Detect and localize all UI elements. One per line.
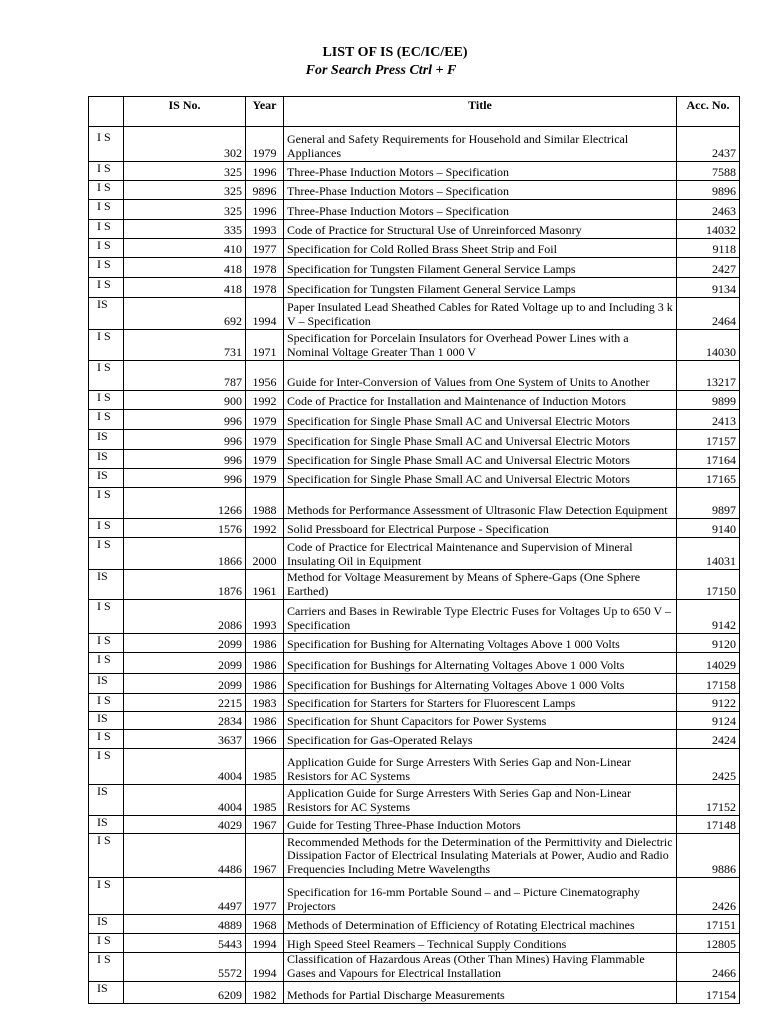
is-prefix-cell: I S bbox=[89, 600, 124, 634]
title-cell: Paper Insulated Lead Sheathed Cables for Rated Voltage up to and Including 3 k V – Specification bbox=[284, 298, 677, 330]
is-prefix-cell: I S bbox=[89, 834, 124, 878]
is-number-cell: 410 bbox=[124, 239, 246, 258]
title-cell: Solid Pressboard for Electrical Purpose - Specification bbox=[284, 519, 677, 538]
acc-no-cell: 2425 bbox=[677, 749, 740, 785]
table-row bbox=[89, 410, 740, 430]
is-prefix-cell: I S bbox=[89, 934, 124, 953]
title-cell: Specification for Porcelain Insulators for Overhead Power Lines with a Nominal Voltage Greater Than 1 000 V bbox=[284, 330, 677, 361]
column-header-is-no: IS No. bbox=[124, 97, 246, 127]
is-prefix-cell: I S bbox=[89, 653, 124, 674]
acc-no-cell: 2437 bbox=[677, 127, 740, 162]
acc-no-cell: 17152 bbox=[677, 785, 740, 816]
acc-no-cell: 9886 bbox=[677, 834, 740, 878]
table-row bbox=[89, 834, 740, 878]
title-cell: Methods of Determination of Efficiency of Rotating Electrical machines bbox=[284, 915, 677, 934]
is-number-cell: 4004 bbox=[124, 749, 246, 785]
is-number-cell: 5572 bbox=[124, 953, 246, 982]
is-number-cell: 996 bbox=[124, 450, 246, 469]
acc-no-cell: 17151 bbox=[677, 915, 740, 934]
title-cell: Specification for Single Phase Small AC and Universal Electric Motors bbox=[284, 469, 677, 488]
title-cell: Carriers and Bases in Rewirable Type Electric Fuses for Voltages Up to 650 V – Specification bbox=[284, 600, 677, 634]
title-cell: Code of Practice for Electrical Maintenance and Supervision of Mineral Insulating Oil in Equipment bbox=[284, 538, 677, 570]
year-cell: 1978 bbox=[246, 258, 284, 278]
title-cell: Specification for Single Phase Small AC and Universal Electric Motors bbox=[284, 410, 677, 430]
acc-no-cell: 9124 bbox=[677, 712, 740, 730]
table-row bbox=[89, 538, 740, 570]
year-cell: 1993 bbox=[246, 220, 284, 239]
title-cell: Guide for Testing Three-Phase Induction Motors bbox=[284, 816, 677, 834]
table-row bbox=[89, 712, 740, 730]
is-prefix-cell: I S bbox=[89, 953, 124, 982]
table-row bbox=[89, 181, 740, 200]
year-cell: 1979 bbox=[246, 410, 284, 430]
year-cell: 1977 bbox=[246, 239, 284, 258]
title-cell: Three-Phase Induction Motors – Specification bbox=[284, 162, 677, 181]
acc-no-cell: 17150 bbox=[677, 570, 740, 600]
is-number-cell: 4486 bbox=[124, 834, 246, 878]
is-prefix-cell: IS bbox=[89, 298, 124, 330]
table-row bbox=[89, 653, 740, 674]
is-number-cell: 787 bbox=[124, 361, 246, 391]
year-cell: 1994 bbox=[246, 953, 284, 982]
acc-no-cell: 7588 bbox=[677, 162, 740, 181]
is-prefix-cell: I S bbox=[89, 220, 124, 239]
document-header bbox=[0, 44, 768, 80]
year-cell: 1994 bbox=[246, 934, 284, 953]
year-cell: 1986 bbox=[246, 653, 284, 674]
is-number-cell: 996 bbox=[124, 469, 246, 488]
is-number-cell: 418 bbox=[124, 258, 246, 278]
is-number-cell: 731 bbox=[124, 330, 246, 361]
column-header-prefix bbox=[89, 97, 124, 127]
acc-no-cell: 17148 bbox=[677, 816, 740, 834]
title-cell: High Speed Steel Reamers – Technical Supply Conditions bbox=[284, 934, 677, 953]
acc-no-cell: 2426 bbox=[677, 878, 740, 915]
year-cell: 1961 bbox=[246, 570, 284, 600]
title-cell: Guide for Inter-Conversion of Values from One System of Units to Another bbox=[284, 361, 677, 391]
table-row bbox=[89, 934, 740, 953]
is-number-cell: 325 bbox=[124, 200, 246, 220]
table-row bbox=[89, 278, 740, 298]
acc-no-cell: 9118 bbox=[677, 239, 740, 258]
is-number-cell: 1866 bbox=[124, 538, 246, 570]
title-cell: Application Guide for Surge Arresters With Series Gap and Non-Linear Resistors for AC Systems bbox=[284, 749, 677, 785]
year-cell: 1993 bbox=[246, 600, 284, 634]
is-prefix-cell: IS bbox=[89, 430, 124, 450]
title-cell: Specification for Starters for Starters for Fluorescent Lamps bbox=[284, 694, 677, 712]
title-cell: Specification for 16-mm Portable Sound – and – Picture Cinematography Projectors bbox=[284, 878, 677, 915]
table-row bbox=[89, 488, 740, 519]
acc-no-cell: 2463 bbox=[677, 200, 740, 220]
table-row bbox=[89, 450, 740, 469]
table-row bbox=[89, 220, 740, 239]
is-number-cell: 3637 bbox=[124, 730, 246, 749]
acc-no-cell: 9897 bbox=[677, 488, 740, 519]
is-prefix-cell: IS bbox=[89, 915, 124, 934]
is-prefix-cell: IS bbox=[89, 469, 124, 488]
is-number-cell: 692 bbox=[124, 298, 246, 330]
document-title: LIST OF IS (EC/IC/EE) bbox=[322, 45, 468, 60]
is-number-cell: 900 bbox=[124, 391, 246, 410]
acc-no-cell: 17158 bbox=[677, 674, 740, 694]
acc-no-cell: 17157 bbox=[677, 430, 740, 450]
acc-no-cell: 12805 bbox=[677, 934, 740, 953]
title-cell: Specification for Single Phase Small AC and Universal Electric Motors bbox=[284, 450, 677, 469]
year-cell: 1986 bbox=[246, 634, 284, 653]
is-number-cell: 2215 bbox=[124, 694, 246, 712]
is-number-cell: 2099 bbox=[124, 653, 246, 674]
acc-no-cell: 2424 bbox=[677, 730, 740, 749]
table-row bbox=[89, 600, 740, 634]
year-cell: 1988 bbox=[246, 488, 284, 519]
acc-no-cell: 14032 bbox=[677, 220, 740, 239]
table-body bbox=[89, 127, 740, 1004]
title-cell: Classification of Hazardous Areas (Other Than Mines) Having Flammable Gases and Vapours for Electrical Installation bbox=[284, 953, 677, 982]
column-header-title: Title bbox=[284, 97, 677, 127]
is-prefix-cell: I S bbox=[89, 239, 124, 258]
is-prefix-cell: I S bbox=[89, 162, 124, 181]
title-cell: Three-Phase Induction Motors – Specification bbox=[284, 181, 677, 200]
is-number-cell: 418 bbox=[124, 278, 246, 298]
acc-no-cell: 2413 bbox=[677, 410, 740, 430]
table-row bbox=[89, 239, 740, 258]
table-row bbox=[89, 330, 740, 361]
title-cell: Application Guide for Surge Arresters With Series Gap and Non-Linear Resistors for AC Systems bbox=[284, 785, 677, 816]
table-row bbox=[89, 570, 740, 600]
table-row bbox=[89, 785, 740, 816]
is-prefix-cell: I S bbox=[89, 361, 124, 391]
is-number-cell: 4889 bbox=[124, 915, 246, 934]
is-prefix-cell: I S bbox=[89, 634, 124, 653]
table-row bbox=[89, 694, 740, 712]
year-cell: 1985 bbox=[246, 749, 284, 785]
table-row bbox=[89, 749, 740, 785]
year-cell: 9896 bbox=[246, 181, 284, 200]
acc-no-cell: 14029 bbox=[677, 653, 740, 674]
title-cell: Specification for Cold Rolled Brass Sheet Strip and Foil bbox=[284, 239, 677, 258]
is-prefix-cell: I S bbox=[89, 200, 124, 220]
is-prefix-cell: I S bbox=[89, 127, 124, 162]
is-prefix-cell: I S bbox=[89, 410, 124, 430]
standards-table bbox=[88, 96, 740, 1004]
is-prefix-cell: I S bbox=[89, 488, 124, 519]
acc-no-cell: 13217 bbox=[677, 361, 740, 391]
is-prefix-cell: I S bbox=[89, 391, 124, 410]
title-cell: Specification for Bushings for Alternating Voltages Above 1 000 Volts bbox=[284, 674, 677, 694]
table-header-row bbox=[89, 97, 740, 127]
year-cell: 1979 bbox=[246, 469, 284, 488]
table-row bbox=[89, 674, 740, 694]
is-prefix-cell: IS bbox=[89, 785, 124, 816]
is-number-cell: 6209 bbox=[124, 982, 246, 1004]
is-prefix-cell: I S bbox=[89, 749, 124, 785]
table-row bbox=[89, 519, 740, 538]
year-cell: 1979 bbox=[246, 430, 284, 450]
year-cell: 1967 bbox=[246, 834, 284, 878]
title-cell: Specification for Shunt Capacitors for Power Systems bbox=[284, 712, 677, 730]
title-cell: Specification for Bushing for Alternating Voltages Above 1 000 Volts bbox=[284, 634, 677, 653]
is-number-cell: 2099 bbox=[124, 674, 246, 694]
table-row bbox=[89, 469, 740, 488]
search-hint: For Search Press Ctrl + F bbox=[305, 63, 457, 78]
title-cell: Methods for Partial Discharge Measurements bbox=[284, 982, 677, 1004]
year-cell: 1971 bbox=[246, 330, 284, 361]
year-cell: 1982 bbox=[246, 982, 284, 1004]
title-cell: Specification for Single Phase Small AC and Universal Electric Motors bbox=[284, 430, 677, 450]
is-number-cell: 335 bbox=[124, 220, 246, 239]
title-cell: Code of Practice for Installation and Maintenance of Induction Motors bbox=[284, 391, 677, 410]
year-cell: 1985 bbox=[246, 785, 284, 816]
acc-no-cell: 2466 bbox=[677, 953, 740, 982]
acc-no-cell: 9122 bbox=[677, 694, 740, 712]
year-cell: 1992 bbox=[246, 391, 284, 410]
acc-no-cell: 2427 bbox=[677, 258, 740, 278]
table-row bbox=[89, 200, 740, 220]
table-row bbox=[89, 730, 740, 749]
is-number-cell: 4004 bbox=[124, 785, 246, 816]
is-prefix-cell: I S bbox=[89, 519, 124, 538]
title-cell: Specification for Tungsten Filament General Service Lamps bbox=[284, 278, 677, 298]
year-cell: 1992 bbox=[246, 519, 284, 538]
table-row bbox=[89, 361, 740, 391]
title-cell: Specification for Gas-Operated Relays bbox=[284, 730, 677, 749]
year-cell: 1986 bbox=[246, 674, 284, 694]
year-cell: 1996 bbox=[246, 162, 284, 181]
is-number-cell: 325 bbox=[124, 181, 246, 200]
is-prefix-cell: I S bbox=[89, 730, 124, 749]
acc-no-cell: 14030 bbox=[677, 330, 740, 361]
is-number-cell: 1876 bbox=[124, 570, 246, 600]
acc-no-cell: 9142 bbox=[677, 600, 740, 634]
title-cell: General and Safety Requirements for Household and Similar Electrical Appliances bbox=[284, 127, 677, 162]
year-cell: 1996 bbox=[246, 200, 284, 220]
table-row bbox=[89, 258, 740, 278]
is-prefix-cell: I S bbox=[89, 278, 124, 298]
is-prefix-cell: I S bbox=[89, 538, 124, 570]
year-cell: 1967 bbox=[246, 816, 284, 834]
year-cell: 1978 bbox=[246, 278, 284, 298]
title-cell: Code of Practice for Structural Use of Unreinforced Masonry bbox=[284, 220, 677, 239]
title-cell: Specification for Bushings for Alternating Voltages Above 1 000 Volts bbox=[284, 653, 677, 674]
is-prefix-cell: IS bbox=[89, 450, 124, 469]
year-cell: 1977 bbox=[246, 878, 284, 915]
acc-no-cell: 17164 bbox=[677, 450, 740, 469]
year-cell: 1983 bbox=[246, 694, 284, 712]
table-row bbox=[89, 430, 740, 450]
is-number-cell: 5443 bbox=[124, 934, 246, 953]
is-number-cell: 996 bbox=[124, 410, 246, 430]
is-number-cell: 302 bbox=[124, 127, 246, 162]
is-prefix-cell: IS bbox=[89, 982, 124, 1004]
acc-no-cell: 17154 bbox=[677, 982, 740, 1004]
table-row bbox=[89, 127, 740, 162]
title-cell: Method for Voltage Measurement by Means of Sphere-Gaps (One Sphere Earthed) bbox=[284, 570, 677, 600]
is-number-cell: 2086 bbox=[124, 600, 246, 634]
table-row bbox=[89, 915, 740, 934]
table-row bbox=[89, 634, 740, 653]
is-number-cell: 4029 bbox=[124, 816, 246, 834]
is-prefix-cell: I S bbox=[89, 258, 124, 278]
year-cell: 1966 bbox=[246, 730, 284, 749]
is-prefix-cell: I S bbox=[89, 694, 124, 712]
title-cell: Methods for Performance Assessment of Ultrasonic Flaw Detection Equipment bbox=[284, 488, 677, 519]
is-prefix-cell: IS bbox=[89, 674, 124, 694]
table-row bbox=[89, 391, 740, 410]
is-prefix-cell: IS bbox=[89, 712, 124, 730]
acc-no-cell: 17165 bbox=[677, 469, 740, 488]
acc-no-cell: 9140 bbox=[677, 519, 740, 538]
table-row bbox=[89, 162, 740, 181]
year-cell: 1994 bbox=[246, 298, 284, 330]
table-row bbox=[89, 298, 740, 330]
is-number-cell: 2834 bbox=[124, 712, 246, 730]
table-row bbox=[89, 982, 740, 1004]
year-cell: 2000 bbox=[246, 538, 284, 570]
acc-no-cell: 9120 bbox=[677, 634, 740, 653]
title-cell: Specification for Tungsten Filament General Service Lamps bbox=[284, 258, 677, 278]
table-row bbox=[89, 953, 740, 982]
year-cell: 1968 bbox=[246, 915, 284, 934]
year-cell: 1986 bbox=[246, 712, 284, 730]
year-cell: 1979 bbox=[246, 450, 284, 469]
table-row bbox=[89, 816, 740, 834]
is-number-cell: 996 bbox=[124, 430, 246, 450]
column-header-acc-no: Acc. No. bbox=[677, 97, 740, 127]
is-prefix-cell: I S bbox=[89, 181, 124, 200]
acc-no-cell: 2464 bbox=[677, 298, 740, 330]
is-prefix-cell: I S bbox=[89, 330, 124, 361]
acc-no-cell: 9134 bbox=[677, 278, 740, 298]
is-prefix-cell: IS bbox=[89, 816, 124, 834]
table-row bbox=[89, 878, 740, 915]
column-header-year: Year bbox=[246, 97, 284, 127]
is-number-cell: 1266 bbox=[124, 488, 246, 519]
is-number-cell: 4497 bbox=[124, 878, 246, 915]
is-prefix-cell: I S bbox=[89, 878, 124, 915]
acc-no-cell: 14031 bbox=[677, 538, 740, 570]
acc-no-cell: 9899 bbox=[677, 391, 740, 410]
year-cell: 1956 bbox=[246, 361, 284, 391]
is-prefix-cell: IS bbox=[89, 570, 124, 600]
title-cell: Three-Phase Induction Motors – Specification bbox=[284, 200, 677, 220]
title-cell: Recommended Methods for the Determination of the Permittivity and Dielectric Dissipation Factor of Electrical Insulating Materials at Power, Audio and Radio Frequencies Including Metre Wavelengths bbox=[284, 834, 677, 878]
acc-no-cell: 9896 bbox=[677, 181, 740, 200]
is-number-cell: 325 bbox=[124, 162, 246, 181]
is-number-cell: 1576 bbox=[124, 519, 246, 538]
year-cell: 1979 bbox=[246, 127, 284, 162]
is-number-cell: 2099 bbox=[124, 634, 246, 653]
